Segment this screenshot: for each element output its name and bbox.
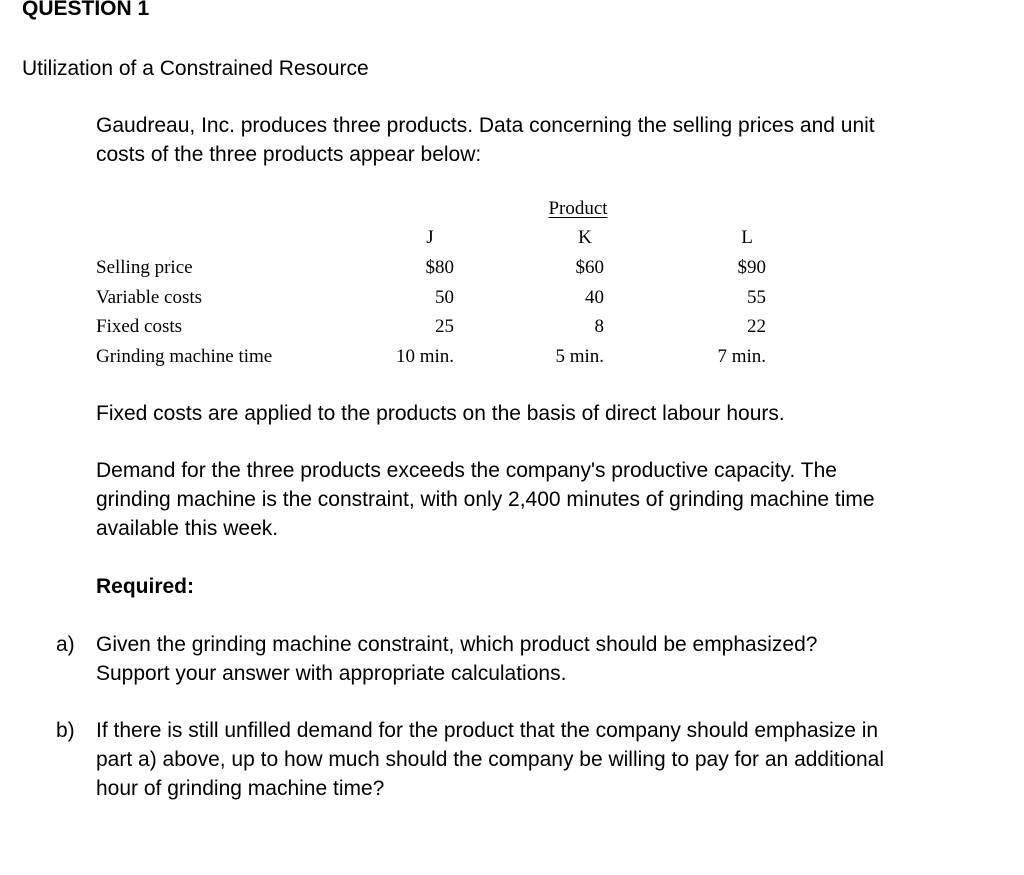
cell-variable-costs-l: 55 (747, 287, 766, 308)
fixed-costs-paragraph: Fixed costs are applied to the products on the basis of direct labour hours. (96, 402, 785, 425)
required-heading: Required: (96, 575, 195, 598)
question-title: QUESTION 1 (22, 0, 150, 20)
demand-paragraph: Demand for the three products exceeds the company's productive capacity. The grinding machine is the constraint, with only 2,400 minutes of grinding machine time available this week. (96, 459, 875, 540)
intro-paragraph: Gaudreau, Inc. produces three products. Data concerning the selling prices and unit costs of the three products appear below: (96, 114, 875, 166)
required-item-text: Given the grinding machine constraint, which product should be emphasized? Support your answer with appropriate calculations. (96, 633, 818, 685)
column-header-k: K (578, 227, 592, 248)
required-item-letter: b) (56, 719, 75, 742)
column-header-l: L (741, 227, 753, 248)
cell-selling-price-j: $80 (425, 257, 454, 278)
cell-grinding-time-k: 5 min. (555, 346, 604, 367)
row-label-grinding-machine-time: Grinding machine time (96, 346, 273, 367)
cell-selling-price-k: $60 (575, 257, 604, 278)
required-item-letter: a) (56, 633, 75, 656)
cell-variable-costs-k: 40 (585, 287, 604, 308)
question-subtitle: Utilization of a Constrained Resource (22, 57, 369, 80)
product-group-header: Product (548, 198, 608, 219)
column-header-j: J (426, 227, 434, 248)
cell-fixed-costs-l: 22 (747, 316, 766, 337)
cell-grinding-time-l: 7 min. (717, 346, 766, 367)
cell-variable-costs-j: 50 (435, 287, 454, 308)
cell-selling-price-l: $90 (737, 257, 766, 278)
required-item-text: If there is still unfilled demand for the product that the company should emphasize in part a) above, up to how much should the company be willing to pay for an additional hour of grinding machine time? (96, 719, 884, 800)
row-label-fixed-costs: Fixed costs (96, 316, 183, 337)
row-label-variable-costs: Variable costs (96, 287, 203, 308)
row-label-selling-price: Selling price (96, 257, 193, 278)
cell-grinding-time-j: 10 min. (395, 346, 454, 367)
cell-fixed-costs-j: 25 (435, 316, 454, 337)
cell-fixed-costs-k: 8 (594, 316, 604, 337)
